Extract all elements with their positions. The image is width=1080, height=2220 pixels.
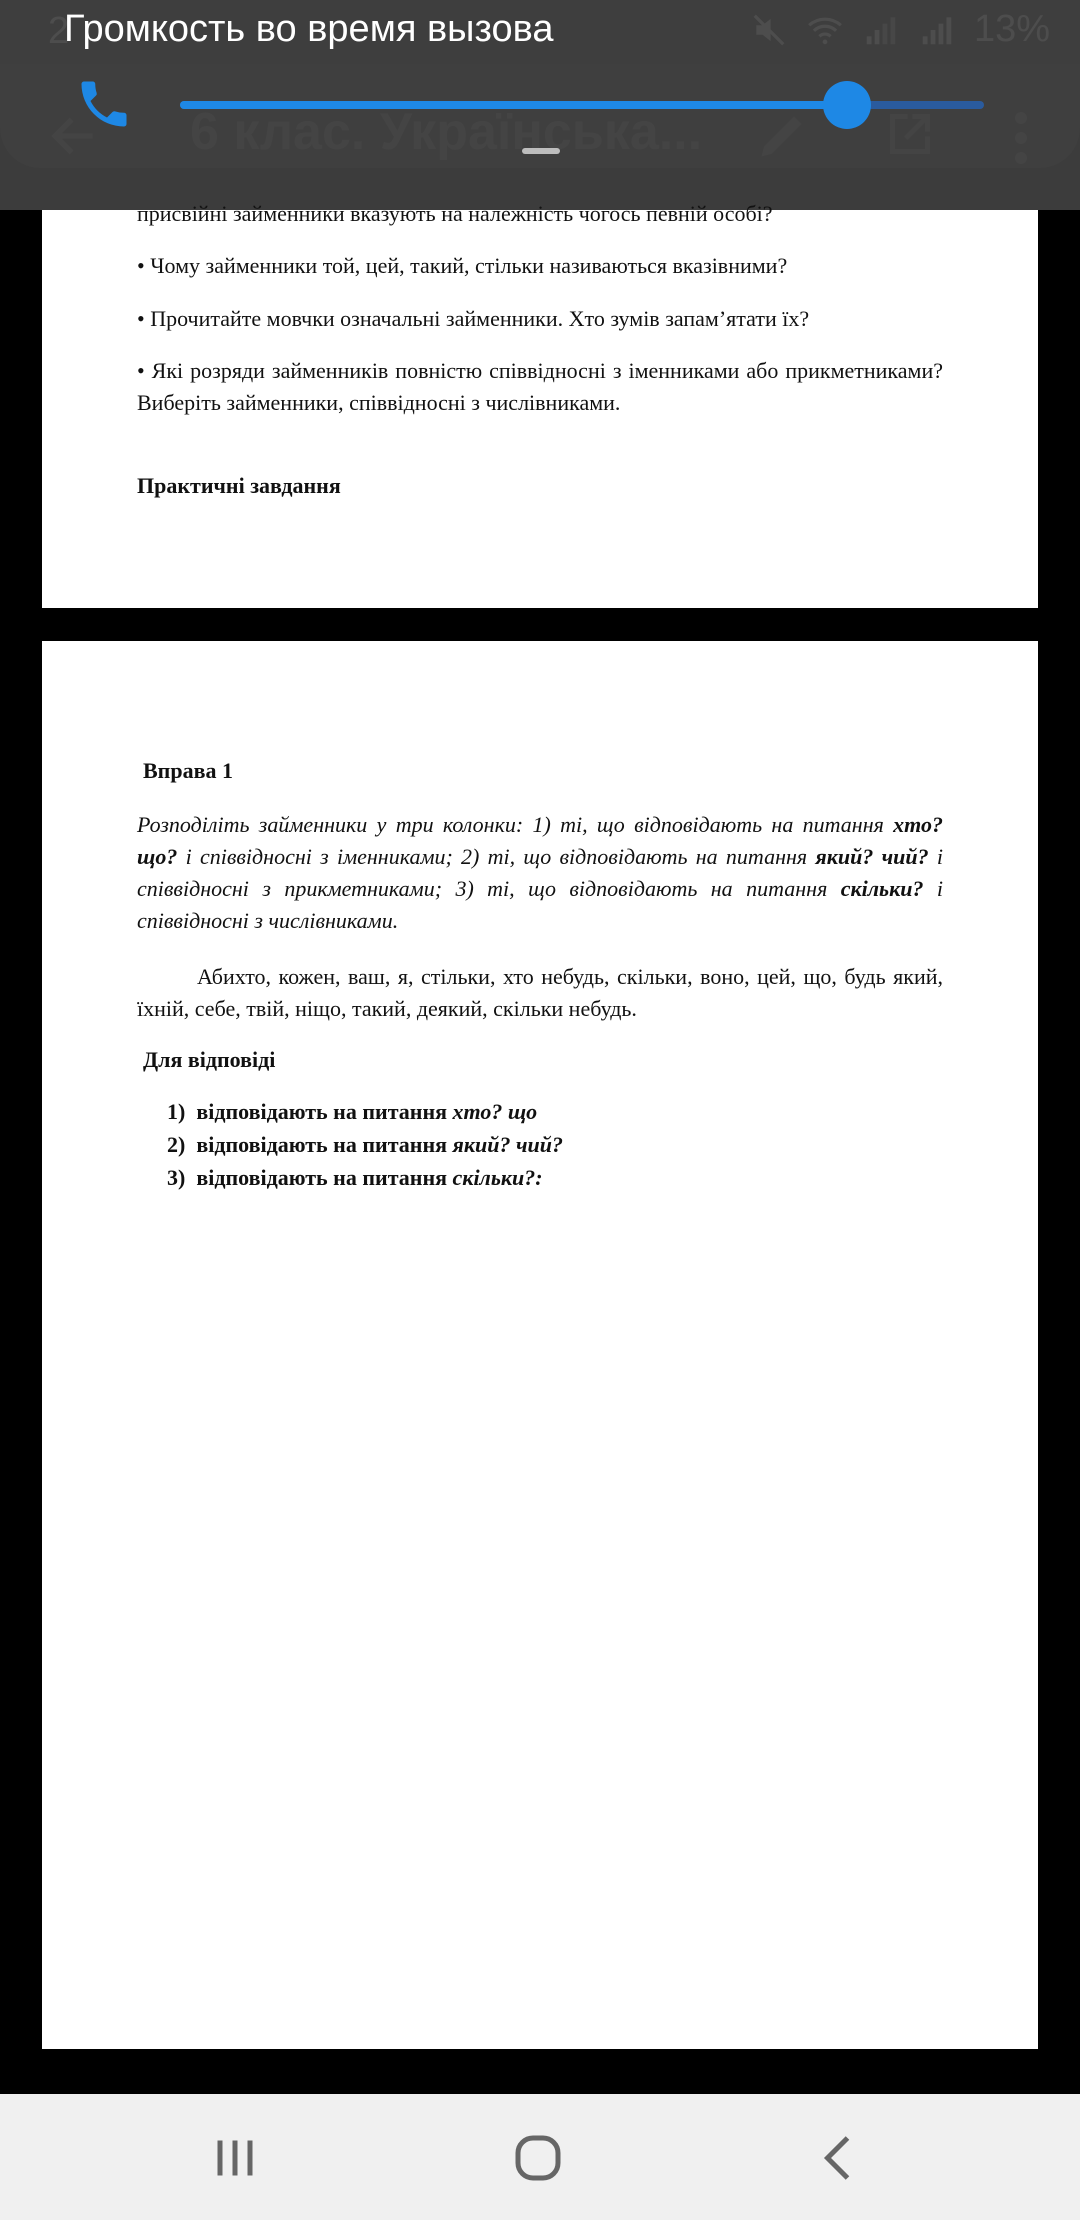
answer-number: 1) (167, 1099, 186, 1124)
exercise-word-list: Абихто, кожен, ваш, я, стільки, хто небудь, скільки, воно, цей, що, будь який, їхній, себе, твій, ніщо, такий, деякий, скільки небудь. (137, 964, 943, 1021)
instruction-part: Розподіліть займенники у три колонки: 1) ті, що відповідають на питання (137, 812, 894, 837)
question-3: • Які розряди займенників повністю співвідносні з іменниками або прикметниками? Виберіть займенники, співвідносні з числівниками. (137, 358, 943, 415)
instruction-part: і співвідносні з прикметниками; 3) ті, що відповідають на питання (137, 844, 943, 901)
volume-title: Громкость во время вызова (64, 8, 554, 50)
question-1: • Чому займенники той, цей, такий, стільки називаються вказівними? (137, 253, 788, 278)
volume-slider-thumb[interactable] (823, 81, 871, 129)
panel-drag-handle[interactable] (522, 148, 560, 154)
home-icon[interactable] (508, 2128, 568, 2188)
instruction-part: і співвідносні з числівниками. (137, 876, 943, 933)
answer-item (167, 1096, 973, 1129)
exercise-title: Вправа 1 (143, 758, 233, 783)
volume-slider-fill (180, 101, 847, 109)
answer-item (167, 1129, 973, 1162)
answer-text: відповідають на питання (196, 1165, 453, 1190)
instruction-bold: скільки? (840, 876, 924, 901)
navigation-bar (0, 2094, 1080, 2220)
answer-question: який? чий? (452, 1132, 564, 1157)
answer-number: 2) (167, 1132, 186, 1157)
instruction-part: і співвідносні з іменниками; 2) ті, що відповідають на питання (177, 844, 816, 869)
phone-icon[interactable] (74, 74, 134, 134)
instruction-bold: який? чий? (815, 844, 929, 869)
recents-icon[interactable] (205, 2128, 265, 2188)
answer-question: скільки?: (452, 1165, 543, 1190)
document-page-2 (42, 641, 1038, 2049)
answer-text: відповідають на питання (196, 1099, 453, 1124)
back-icon[interactable] (810, 2128, 870, 2188)
practical-tasks-heading: Практичні завдання (137, 473, 341, 498)
volume-slider-track[interactable] (180, 101, 984, 109)
answer-question: хто? що (452, 1099, 538, 1124)
answer-number: 3) (167, 1165, 186, 1190)
volume-panel (0, 0, 1080, 168)
answer-list (167, 1096, 973, 1195)
answer-text: відповідають на питання (196, 1132, 453, 1157)
exercise-instruction (137, 809, 943, 937)
instruction-bold: хто? що? (137, 812, 943, 869)
document-page-1 (42, 201, 1038, 608)
question-2: • Прочитайте мовчки означальні займенники. Хто зумів запам’ятати їх? (137, 306, 810, 331)
answer-item (167, 1162, 973, 1195)
question-clipped: присвійні займенники вказують на належність чогось певній особі? (137, 201, 773, 226)
answer-heading: Для відповіді (143, 1047, 276, 1072)
